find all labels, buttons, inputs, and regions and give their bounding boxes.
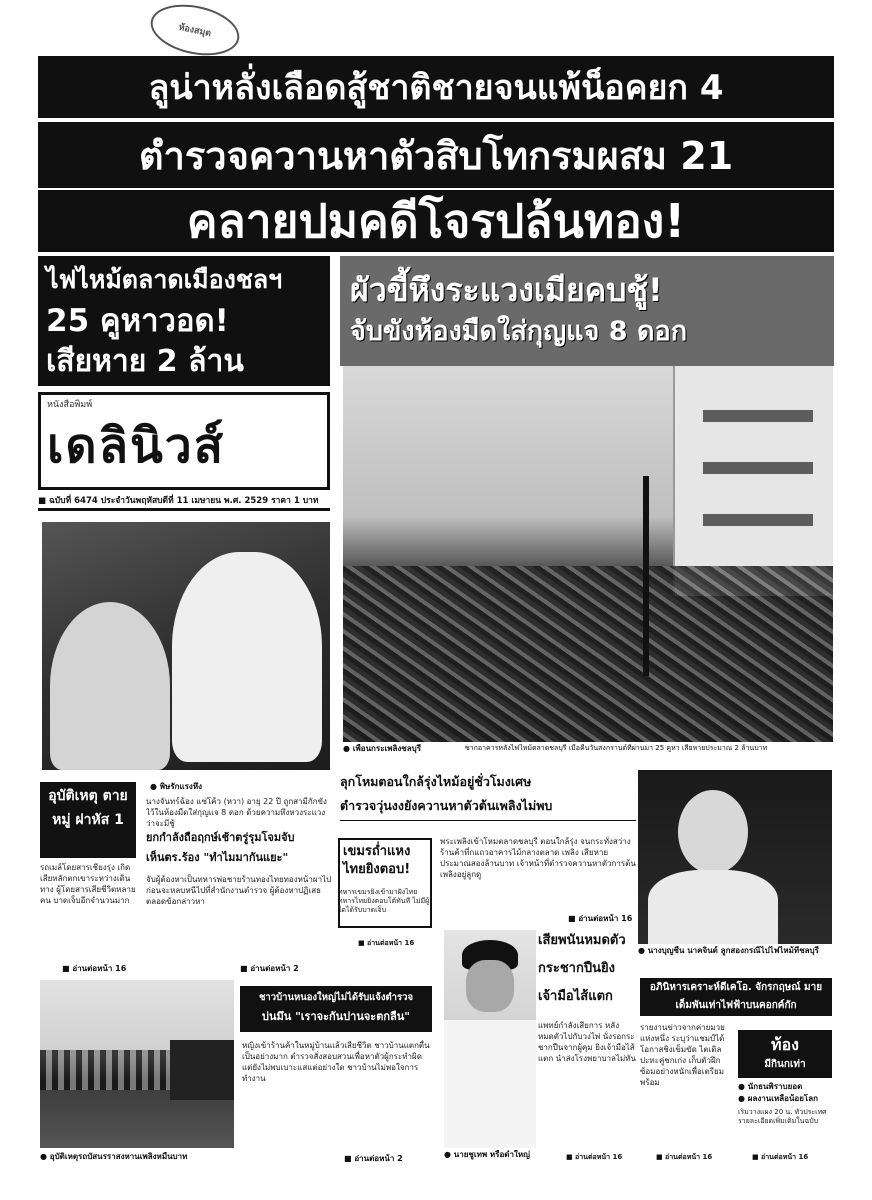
masthead-rule — [38, 508, 330, 511]
gamble-turn: ■ อ่านต่อหน้า 16 — [566, 1153, 623, 1161]
fire-article-head-1: ลุกโหมตอนใกล้รุ่งไหม้อยู่ชั่วโมงเศษ — [340, 774, 532, 789]
fire-photo-caption-detail: ซากอาคารหลังไฟไหม้ตลาดชลบุรี เมื่อคืนวันสงกรานต์ที่ผ่านมา 25 คูหา เสียหายประมาณ 2 ล้านบาท — [465, 744, 768, 752]
husband-headline-2: จับขังห้องมืดใส่กุญแจ 8 ดอก — [350, 316, 688, 347]
fire-photo-caption: ● เพื่อนกระเพลิงชลบุรี — [343, 744, 422, 753]
fire-headline-2: 25 คูหาวอด! — [46, 303, 229, 339]
fire-headline-1: ไฟไหม้ตลาดเมืองชลฯ — [46, 265, 283, 294]
man-photo-shirt — [444, 1020, 536, 1148]
crime-caption: ● พิษรักแรงหึง — [150, 782, 202, 791]
crowd-photo-caption: ● อุบัติเหตุรถบัสนรราสงหานเพลิงหมื่นบาท — [40, 1152, 188, 1161]
spirit-headline: อภินิหารเคราะห์ดีเคโอ. จักรกฤษณ์ มายเด็มพันเท่าไฟฟ้าบนคอกค์กัก — [640, 978, 832, 1016]
ad-title-box — [738, 1030, 832, 1078]
lady-photo — [638, 770, 832, 944]
headline-robbery: คลายปมคดีโจรปล้นทอง! — [38, 190, 834, 252]
fire-photo-building-windows — [703, 386, 813, 566]
village-head-1: ชาวบ้านหนองใหญ่ไม่ได้รับแจ้งตำรวจ — [258, 992, 414, 1003]
lady-photo-caption: ● นางบุญชื่น นาคจินต์ ลูกสองกรณีไปไฟไหม้ที่ชลบุรี — [638, 946, 819, 955]
crime-subhead-2: เห็นตร.ร้อง "ทำไมมากันแยะ" — [146, 851, 289, 864]
masthead — [38, 392, 330, 490]
fire-article-head-2: ตำรวจวุ่นงงยังควานหาตัวต้นเพลิงไม่พบ — [340, 798, 553, 813]
ad-text: เริ่มวางแผง 20 น. ทั่วประเทศ รายละเอียดเพิ่มเติมในฉบับ — [738, 1108, 827, 1125]
crime-text: นางจันทร์ฉ้อง แซ่โค้ว (หวา) อายุ 22 ปี ถูกสามีกักขังไว้ในห้องมืดใส่กุญแจ 8 ดอก ด้วยความหึงหวงระแวงว่าจะมีชู้ — [146, 797, 327, 828]
crime-photo — [42, 522, 330, 770]
accident-turn: ■ อ่านต่อหน้า 16 — [62, 964, 127, 973]
lady-photo-face — [678, 790, 748, 874]
ad-title-1: ท้อง — [771, 1035, 799, 1054]
fire-article-turn: ■ อ่านต่อหน้า 16 — [568, 914, 633, 923]
gamble-head-2: กระชากปืนยิง — [538, 961, 615, 976]
gamble-text: แพทย์กำลังเสียการ หลังหมดตัวไปกับวงไพ่ นั่งรอกระชากปืนจากผู้คุม ยิงเจ้ามือไส้แตก นำส่งโรงพยาบาลไม่ทัน — [538, 1021, 636, 1063]
ad-item-2: ● ผลงานเหลือน้อยโลก — [738, 1094, 818, 1103]
headline-police: ตำรวจควานหาตัวสิบโทกรมผสม 21 — [38, 122, 834, 190]
khmer-text: ทหารเขมรยิงเข้ามาฝั่งไทย ทหารไทยยิงตอบโต้ทันที ไม่มีผู้ใดได้รับบาดเจ็บ — [338, 888, 430, 914]
fire-photo-rubble — [343, 566, 833, 742]
fire-article-rule — [340, 820, 636, 821]
ad-title-2: มีกินกเท่า — [764, 1059, 806, 1070]
accident-headline: อุบัติเหตุ ตายหมู่ ฝาหัส 1 — [40, 782, 136, 858]
crime-photo-person-left — [50, 602, 170, 770]
fire-photo — [343, 366, 833, 742]
crime-turn: ■ อ่านต่อหน้า 2 — [240, 964, 299, 973]
man-photo — [444, 930, 536, 1148]
library-stamp: ห้องสมุด — [146, 0, 244, 63]
khmer-headline-2: ไทยยิงตอบ! — [343, 862, 411, 877]
masthead-kicker: หนังสือพิมพ์ — [47, 400, 93, 410]
crime-photo-person-right — [172, 552, 322, 762]
khmer-headline-1: เขมรถ่ำแหง — [343, 844, 411, 859]
man-photo-face — [466, 960, 514, 1012]
man-photo-caption: ● นายชูเทพ หรือดำใหญ่ — [444, 1150, 530, 1159]
ad-turn: ■ อ่านต่อหน้า 16 — [752, 1153, 809, 1161]
accident-text: รถเมล์โดยสารเชียงรุ่ง เกิดเสียหลักตกเขาระหว่างเดินทาง ผู้โดยสารเสียชีวิตหลายคน บาดเจ็บอีกจำนวนมาก — [40, 863, 136, 905]
ad-item-1: ● นักธนพิราบยอด — [738, 1082, 803, 1091]
lady-photo-body — [648, 870, 778, 944]
crime-subhead-1: ยกกำลังถือฤกษ์เช้าตรู่รุมโจมจับ — [146, 831, 295, 844]
headline-boxing: ลูน่าหลั่งเลือดสู้ชาติชายจนแพ้น็อคยก 4 — [38, 56, 834, 118]
village-turn: ■ อ่านต่อหน้า 2 — [344, 1154, 403, 1163]
fire-headline-3: เสียหาย 2 ล้าน — [46, 344, 244, 379]
gamble-head-3: เจ้ามือไส้แตก — [538, 989, 613, 1004]
issue-line: ■ ฉบับที่ 6474 ประจำวันพฤหัสบดีที่ 11 เมษายน พ.ศ. 2529 ราคา 1 บาท — [38, 496, 319, 506]
spirit-turn: ■ อ่านต่อหน้า 16 — [656, 1153, 713, 1161]
husband-headline-1: ผัวขี้หึงระแวงเมียคบชู้! — [350, 271, 663, 309]
village-headline — [240, 986, 432, 1032]
gamble-head-1: เสียพนันหมดตัว — [538, 933, 626, 948]
fire-article-text: พระเพลิงเข้าโหมตลาดชลบุรี ตอนใกล้รุ่ง จนกระทั่งสว่าง ร้านค้าที่กแถวอาคารไม้กลางตลาด เพลิง เสียหายประมาณสองล้านบาท เจ้าหน้าที่ตำรวจควานหาตัวการต้นเพลิงอยู่ลูกดู — [440, 837, 636, 879]
masthead-logo: เดลินิวส์ — [47, 418, 226, 474]
spirit-text: รายงานข่าวจากค่ายมวยแห่งหนึ่ง ระบุว่าแชมป์ได้โอกาสชิงเข็มขัด ไตเติลปะทะคู่ชกเก่ง เก็บตัวฝึกซ้อมอย่างหนักเพื่อเตรียมพร้อม — [640, 1023, 725, 1087]
crowd-photo — [40, 980, 234, 1148]
village-head-2: บ่นมึน "เราจะกันปานจะตกลืน" — [261, 1010, 411, 1023]
fire-photo-pole — [643, 476, 649, 676]
fire-headline-box — [38, 256, 330, 386]
husband-headline-box — [340, 256, 834, 366]
khmer-turn: ■ อ่านต่อหน้า 16 — [358, 939, 415, 947]
crowd-photo-truck — [170, 1040, 234, 1100]
crime-text-2: จับผู้ต้องหาเป็นทหารพ่อชายร้านทองไทยทองหน้าผาไปก่อนจะหลบหนีไปที่สำนักงานตำรวจ ผู้ต้องหาปฏิเสธตลอดข้อกล่าวหา — [146, 875, 332, 906]
village-text: หญิงเข้าร้านค้าในหมู่บ้านแล้วเสียชีวิต ชาวบ้านแตกตื่นเป็นอย่างมาก ตำรวจสั่งสอบสวนเพื่อหาตัวผู้กระทำผิด แต่ยังไม่พบเบาะแสแต่อย่างใด ชาวบ้านไม่พอใจการทำงาน — [242, 1041, 430, 1083]
